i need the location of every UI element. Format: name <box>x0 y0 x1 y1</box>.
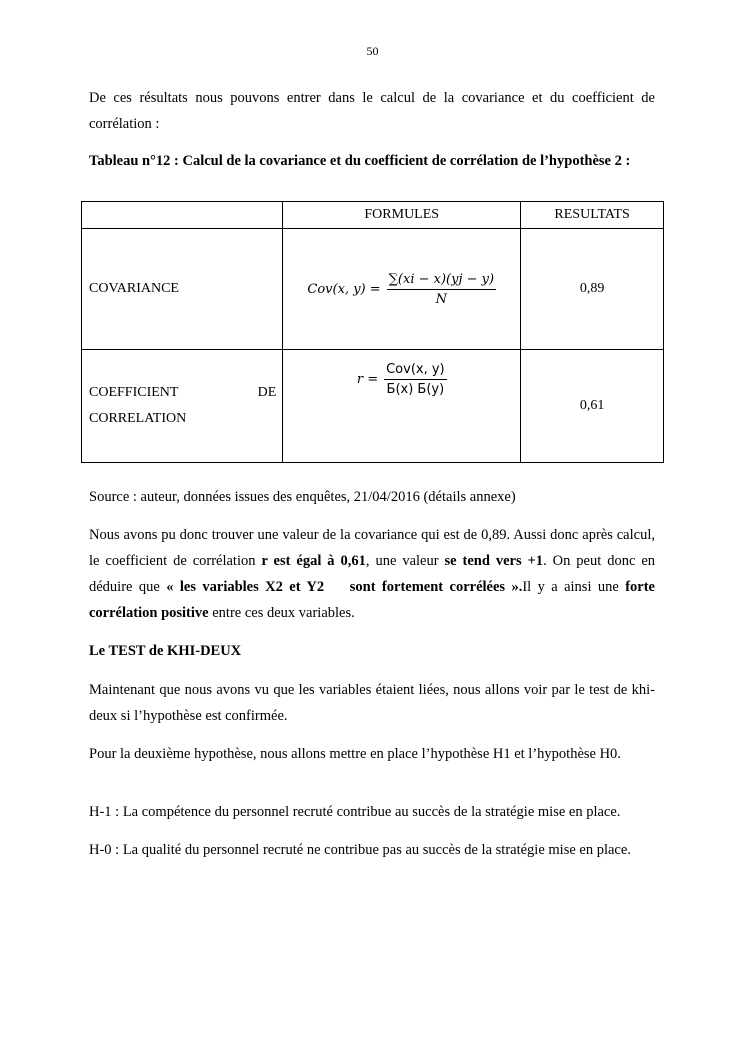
covariance-fraction <box>387 272 496 307</box>
correlation-formula <box>283 362 520 397</box>
hypothesis-h0: H-0 : La qualité du personnel recruté ne contribue pas au succès de la stratégie mise en place. <box>89 842 631 858</box>
table-row-correlation <box>82 350 664 463</box>
results-paragraph <box>89 522 655 626</box>
results-bold-1: r est égal à 0,61 <box>261 553 366 569</box>
results-bold-2: se tend vers +1 <box>444 553 544 569</box>
header-formules: FORMULES <box>283 202 521 229</box>
covariance-denominator: N <box>435 291 448 307</box>
results-text-4: Il y a ainsi une <box>522 579 626 595</box>
section-heading: Le TEST de KHI-DEUX <box>89 643 242 659</box>
hypothesis-h1: H-1 : La compétence du personnel recruté contribue au succès de la stratégie mise en place. <box>89 804 621 820</box>
covariance-formula-cell <box>283 229 521 350</box>
table-row-covariance <box>82 229 664 350</box>
correlation-label-line1: COEFFICIENT DE <box>89 385 277 400</box>
results-text-5: entre ces deux variables. <box>208 605 355 621</box>
results-text-3: . On peut donc en déduire que <box>89 553 656 595</box>
page-number: 50 <box>366 44 379 58</box>
correlation-result: 0,61 <box>521 350 664 463</box>
hypothesis-intro: Pour la deuxième hypothèse, nous allons mettre en place l’hypothèse H1 et l’hypothèse H0. <box>89 746 621 762</box>
source-line: Source : auteur, données issues des enquêtes, 21/04/2016 (détails annexe) <box>89 489 516 505</box>
khi-deux-paragraph: Maintenant que nous avons vu que les variables étaient liées, nous allons voir par le test de khi-deux si l’hypothèse est confirmée. <box>89 682 655 724</box>
correlation-denominator: Б(x) Б(y) <box>386 382 445 397</box>
correlation-fraction <box>384 362 447 397</box>
table-caption: Tableau n°12 : Calcul de la covariance et du coefficient de corrélation de l’hypothèse 2 : <box>89 153 631 169</box>
covariance-numerator: ∑(xi − x)(yj − y) <box>387 272 496 290</box>
correlation-formula-cell <box>283 350 521 463</box>
covariance-label: COVARIANCE <box>82 229 283 350</box>
table-header-row <box>82 202 664 229</box>
results-bold-3: « les variables X2 et Y2 sont fortement corrélées ». <box>166 579 523 595</box>
header-empty-cell <box>82 202 283 229</box>
correlation-numerator: Cov(x, y) <box>384 362 447 380</box>
results-text-1: Nous avons pu donc trouver une valeur de la covariance qui est de 0,89. Aussi donc après calcul, le coefficient de corrélation <box>89 527 655 569</box>
header-resultats: RESULTATS <box>521 202 664 229</box>
covariance-table <box>81 201 664 463</box>
correlation-formula-lhs: r = <box>356 372 379 387</box>
correlation-label-line2: CORRELATION <box>89 411 187 426</box>
covariance-formula <box>283 272 520 307</box>
correlation-label-cell <box>82 350 283 463</box>
covariance-formula-lhs: Cov(x, y) = <box>307 281 381 297</box>
results-text-2: , une valeur <box>365 553 445 569</box>
intro-paragraph: De ces résultats nous pouvons entrer dans le calcul de la covariance et du coefficient de corrélation : <box>89 90 655 132</box>
covariance-result: 0,89 <box>521 229 664 350</box>
results-bold-4: forte corrélation positive <box>89 579 655 621</box>
